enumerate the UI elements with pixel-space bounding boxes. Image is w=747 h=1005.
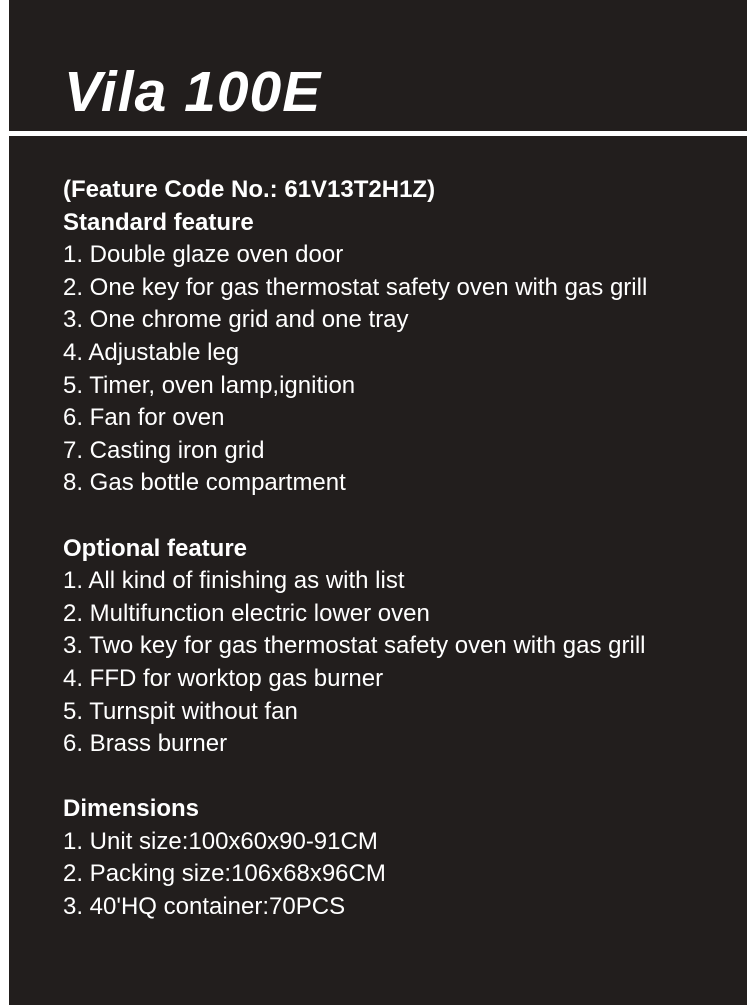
list-item: 3. 40'HQ container:70PCS [63, 893, 346, 921]
list-item: 1. Unit size:100x60x90-91CM [63, 827, 378, 855]
list-item: 6. Fan for oven [63, 404, 225, 432]
spec-content [63, 174, 743, 924]
list-item: 4. FFD for worktop gas burner [63, 664, 384, 692]
optional-feature-section [63, 533, 743, 761]
list-item: 1. Double glaze oven door [63, 241, 344, 269]
standard-feature-heading: Standard feature [63, 208, 254, 236]
product-title: Vila 100E [64, 60, 322, 124]
list-item: 3. One chrome grid and one tray [63, 306, 409, 334]
optional-feature-list [63, 565, 743, 761]
section-spacer [63, 761, 743, 794]
title-divider [9, 131, 747, 136]
optional-feature-heading: Optional feature [63, 534, 248, 562]
list-item: 5. Timer, oven lamp,ignition [63, 371, 356, 399]
standard-feature-list [63, 239, 743, 500]
list-item: 2. Multifunction electric lower oven [63, 599, 430, 627]
standard-feature-section [63, 207, 743, 500]
list-item: 7. Casting iron grid [63, 436, 265, 464]
list-item: 3. Two key for gas thermostat safety oven with gas grill [63, 632, 646, 660]
list-item: 6. Brass burner [63, 730, 228, 758]
list-item: 1. All kind of finishing as with list [63, 567, 405, 595]
dimensions-section [63, 793, 743, 923]
feature-code: (Feature Code No.: 61V13T2H1Z) [63, 176, 436, 203]
list-item: 4. Adjustable leg [63, 338, 240, 366]
dimensions-heading: Dimensions [63, 795, 200, 823]
list-item: 2. One key for gas thermostat safety oven with gas grill [63, 273, 648, 301]
dimensions-list [63, 826, 743, 924]
list-item: 8. Gas bottle compartment [63, 469, 346, 497]
section-spacer [63, 500, 743, 533]
list-item: 5. Turnspit without fan [63, 697, 298, 725]
list-item: 2. Packing size:106x68x96CM [63, 860, 386, 888]
